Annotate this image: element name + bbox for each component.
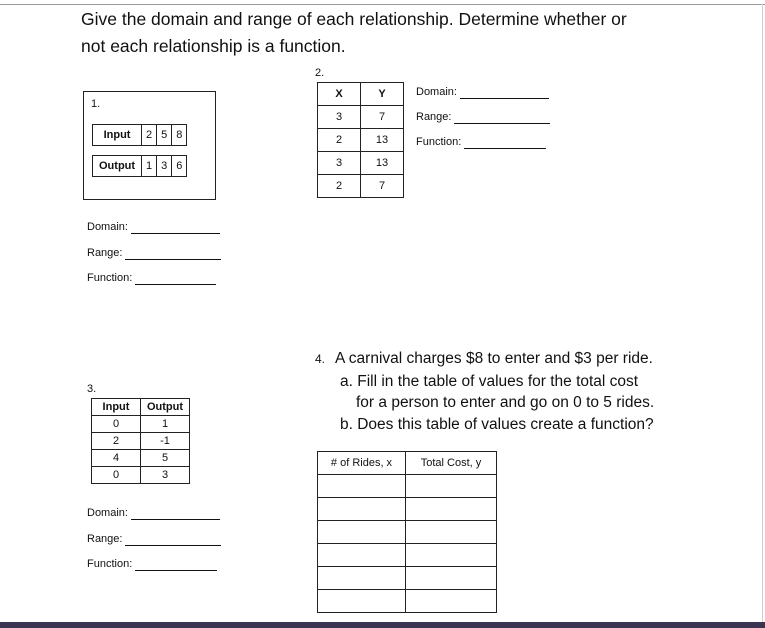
y-header: Y <box>361 83 404 106</box>
problem-4-number: 4. <box>315 352 326 366</box>
table-row <box>318 129 404 152</box>
table-row <box>318 544 497 567</box>
input-label: Input <box>93 125 142 146</box>
problem-1-table <box>92 124 187 177</box>
problem-3-range <box>87 533 221 546</box>
input-cell: 2 <box>142 125 157 146</box>
table-row <box>318 590 497 613</box>
table-row <box>318 175 404 198</box>
header-row <box>318 83 404 106</box>
range-label: Range: <box>87 533 123 545</box>
output-cell: 6 <box>172 156 187 177</box>
page-top-border <box>0 4 765 5</box>
table-row <box>92 433 190 450</box>
output-cell: 3 <box>157 156 172 177</box>
problem-4-text <box>315 348 755 435</box>
x-cell: 2 <box>318 129 361 152</box>
domain-answer-line[interactable] <box>131 509 220 520</box>
table-row <box>92 467 190 484</box>
range-answer-line[interactable] <box>125 535 221 546</box>
input-cell: 5 <box>157 125 172 146</box>
output-cell: 1 <box>141 416 190 433</box>
output-cell: 3 <box>141 467 190 484</box>
row-gap <box>93 146 187 156</box>
x-cell: 3 <box>318 152 361 175</box>
part-a-line-2: for a person to enter and go on 0 to 5 rides. <box>356 394 655 411</box>
y-cell: 13 <box>361 129 404 152</box>
table-row <box>92 450 190 467</box>
cost-cell[interactable] <box>406 521 497 544</box>
rides-header: # of Rides, x <box>318 452 406 475</box>
problem-1-range <box>87 247 221 260</box>
total-cost-header: Total Cost, y <box>406 452 497 475</box>
cost-cell[interactable] <box>406 498 497 521</box>
function-answer-line[interactable] <box>135 560 217 571</box>
header-row <box>318 452 497 475</box>
rides-cell[interactable] <box>318 544 406 567</box>
function-answer-line[interactable] <box>464 138 546 149</box>
worksheet-instructions <box>81 6 721 60</box>
table-row <box>318 152 404 175</box>
input-cell: 0 <box>92 416 141 433</box>
problem-1-domain <box>87 221 220 234</box>
rides-cell[interactable] <box>318 590 406 613</box>
instructions-line-2: not each relationship is a function. <box>81 36 346 56</box>
input-cell: 0 <box>92 467 141 484</box>
cost-cell[interactable] <box>406 544 497 567</box>
x-header: X <box>318 83 361 106</box>
rides-cell[interactable] <box>318 521 406 544</box>
part-a-line-1: a. Fill in the table of values for the total cost <box>340 372 639 390</box>
table-row <box>318 106 404 129</box>
problem-2-range <box>416 111 550 124</box>
problem-3-number: 3. <box>87 383 97 395</box>
domain-answer-line[interactable] <box>131 223 220 234</box>
domain-label: Domain: <box>416 86 457 98</box>
problem-3-domain <box>87 507 220 520</box>
input-cell: 8 <box>172 125 187 146</box>
table-row <box>318 567 497 590</box>
output-label: Output <box>93 156 142 177</box>
input-row <box>93 125 187 146</box>
cost-cell[interactable] <box>406 475 497 498</box>
y-cell: 7 <box>361 175 404 198</box>
input-cell: 4 <box>92 450 141 467</box>
output-cell: -1 <box>141 433 190 450</box>
domain-label: Domain: <box>87 221 128 233</box>
rides-cell[interactable] <box>318 475 406 498</box>
input-header: Input <box>92 399 141 416</box>
output-cell: 1 <box>142 156 157 177</box>
rides-cell[interactable] <box>318 498 406 521</box>
problem-4-statement: A carnival charges $8 to enter and $3 per ride. <box>335 350 653 367</box>
output-header: Output <box>141 399 190 416</box>
range-answer-line[interactable] <box>125 249 221 260</box>
table-row <box>318 475 497 498</box>
range-label: Range: <box>87 247 123 259</box>
range-answer-line[interactable] <box>454 113 550 124</box>
header-row <box>92 399 190 416</box>
function-label: Function: <box>87 558 133 570</box>
table-row <box>92 416 190 433</box>
table-row <box>318 498 497 521</box>
cost-cell[interactable] <box>406 567 497 590</box>
domain-label: Domain: <box>87 507 128 519</box>
domain-answer-line[interactable] <box>460 88 549 99</box>
x-cell: 3 <box>318 106 361 129</box>
problem-4-table <box>317 451 497 613</box>
problem-2-function <box>416 136 546 149</box>
cost-cell[interactable] <box>406 590 497 613</box>
problem-1-function <box>87 272 216 285</box>
problem-2-table <box>317 82 404 198</box>
function-answer-line[interactable] <box>135 274 216 285</box>
range-label: Range: <box>416 111 452 123</box>
function-label: Function: <box>416 136 462 148</box>
problem-1-number: 1. <box>91 98 101 110</box>
rides-cell[interactable] <box>318 567 406 590</box>
problem-2-number: 2. <box>315 67 325 79</box>
function-label: Function: <box>87 272 133 284</box>
y-cell: 7 <box>361 106 404 129</box>
instructions-line-1: Give the domain and range of each relationship. Determine whether or <box>81 9 627 29</box>
problem-3-function <box>87 558 217 571</box>
output-cell: 5 <box>141 450 190 467</box>
input-cell: 2 <box>92 433 141 450</box>
table-row <box>318 521 497 544</box>
problem-4-line-1 <box>315 348 755 371</box>
x-cell: 2 <box>318 175 361 198</box>
y-cell: 13 <box>361 152 404 175</box>
problem-2-domain <box>416 86 549 99</box>
problem-3-table <box>91 398 190 484</box>
page-right-border <box>762 4 763 622</box>
bottom-bar <box>0 622 765 628</box>
output-row <box>93 156 187 177</box>
part-b-line: b. Does this table of values create a function? <box>340 415 654 433</box>
